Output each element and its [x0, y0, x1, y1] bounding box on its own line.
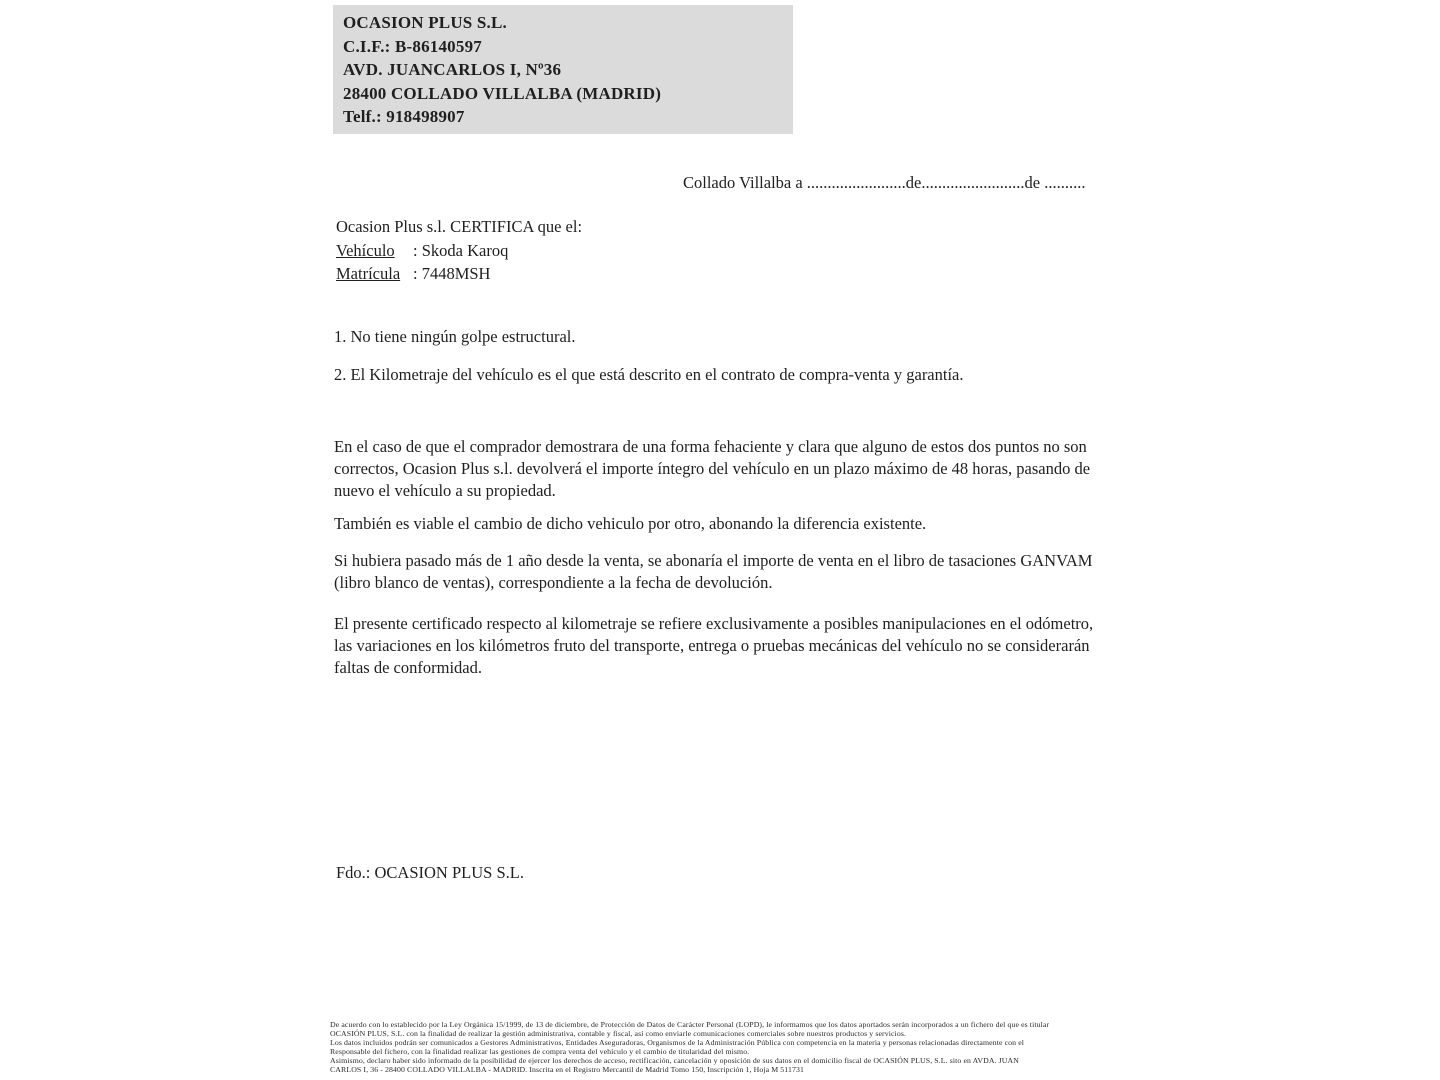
odometer-paragraph: El presente certificado respecto al kilometraje se refiere exclusivamente a posibles manipulaciones en el odómetro, las variaciones en los kilómetros fruto del transporte, entrega o pruebas mecánicas del vehículo no se considerarán faltas de conformidad. [334, 614, 1094, 677]
certified-point-1: 1. No tiene ningún golpe estructural. [334, 327, 576, 346]
plate-label-wrap [336, 264, 413, 284]
legal-footer-line: OCASIÓN PLUS, S.L. con la finalidad de realizar la gestión administrativa, contable y fiscal, así como enviarle comunicaciones comerciales sobre nuestros productos y servicios. [330, 1029, 907, 1038]
company-phone: Telf.: 918498907 [343, 107, 465, 127]
legal-footer-line: CARLOS I, 36 - 28400 COLLADO VILLALBA - MADRID. Inscrita en el Registro Mercantil de Madrid Tomo 150, Inscripción 1, Hoja M 511731 [330, 1065, 804, 1074]
vehicle-label-wrap [336, 241, 413, 261]
refund-paragraph: En el caso de que el comprador demostrara de una forma fehaciente y clara que alguno de estos dos puntos no son correctos, Ocasion Plus s.l. devolverá el importe íntegro del vehículo en un plazo máximo de 48 horas, pasando de nuevo el vehículo a su propiedad. [334, 437, 1091, 500]
plate-field [336, 264, 490, 284]
company-address: AVD. JUANCARLOS I, Nº36 [343, 60, 562, 80]
exchange-paragraph: También es viable el cambio de dicho vehiculo por otro, abonando la diferencia existente. [334, 514, 927, 533]
vehicle-value: : Skoda Karoq [413, 241, 509, 260]
certification-intro: Ocasion Plus s.l. CERTIFICA que el: [336, 217, 583, 236]
signature-line: Fdo.: OCASION PLUS S.L. [336, 863, 524, 882]
vehicle-label: Vehículo [336, 241, 395, 260]
legal-footer-line: Los datos incluidos podrán ser comunicados a Gestores Administrativos, Entidades Aseguradoras, Organismos de la Administración Pública con competencia en la materia y personas relacionadas directamente con el [330, 1038, 1025, 1047]
date-line: Collado Villalba a ........................de.........................de .......... [683, 173, 1086, 192]
company-city: 28400 COLLADO VILLALBA (MADRID) [343, 83, 662, 103]
company-name: OCASION PLUS S.L. [343, 13, 507, 32]
company-header-box [333, 5, 793, 134]
ganvam-paragraph: Si hubiera pasado más de 1 año desde la venta, se abonaría el importe de venta en el libro de tasaciones GANVAM (libro blanco de ventas), correspondiente a la fecha de devolución. [334, 551, 1093, 592]
company-cif: C.I.F.: B-86140597 [343, 36, 482, 56]
certified-point-2: 2. El Kilometraje del vehículo es el que está descrito en el contrato de compra-venta y garantía. [334, 365, 964, 384]
plate-value: : 7448MSH [413, 264, 491, 283]
legal-footer [330, 1020, 1120, 1074]
legal-footer-line: Asimismo, declaro haber sido informado de la posibilidad de ejercer los derechos de acceso, rectificación, cancelación y oposición de sus datos en el domicilio fiscal de OCASIÓN PLUS, S.L. sito en AVDA. JUAN [330, 1056, 1019, 1065]
legal-footer-line: Responsable del fichero, con la finalidad realizar las gestiones de compra venta del vehículo y el cambio de titularidad del mismo. [330, 1047, 750, 1056]
legal-footer-line: De acuerdo con lo establecido por la Ley Orgánica 15/1999, de 13 de diciembre, de Protección de Datos de Carácter Personal (LOPD), le informamos que los datos aportados serán incorporados a un fichero del que es titular [330, 1020, 1050, 1029]
vehicle-field [336, 241, 508, 261]
plate-label: Matrícula [336, 264, 401, 283]
